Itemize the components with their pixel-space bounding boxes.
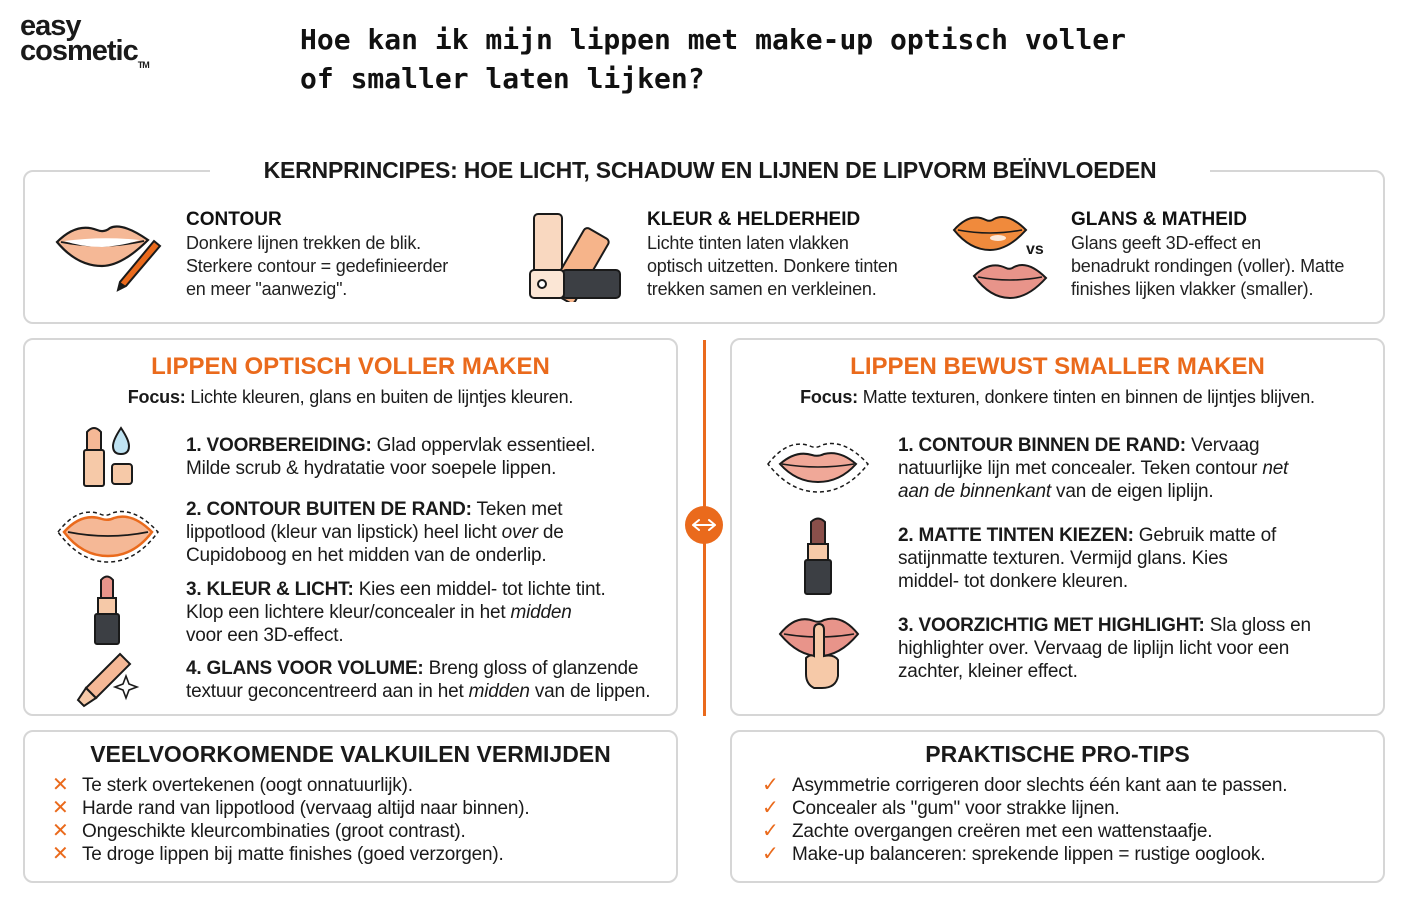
fuller-step-4: 4. GLANS VOOR VOLUME: Breng gloss of glanzende textuur geconcentreerd aan in het midden van de lippen. xyxy=(186,658,651,702)
kernprincipe-glans xyxy=(1071,208,1344,301)
checkmark-icon: ✓ xyxy=(762,820,779,842)
smaller-step-1: 1. CONTOUR BINNEN DE RAND: Vervaag natuurlijke lijn met concealer. Teken contour net aan de binnenkant van de eigen liplijn. xyxy=(898,435,1289,502)
page-title: Hoe kan ik mijn lippen met make-up optisch voller of smaller laten lijken? xyxy=(300,23,1127,95)
lips-inner-line-icon xyxy=(766,436,870,494)
lips-overline-icon xyxy=(56,500,160,564)
smaller-step-3: 3. VOORZICHTIG MET HIGHLIGHT: Sla gloss en highlighter over. Vervaag de liplijn licht voor een zachter, kleiner effect. xyxy=(898,615,1311,682)
gloss-vs-matte-lips-icon xyxy=(950,210,1054,302)
kernprincipe-kleur xyxy=(647,208,898,301)
checkmark-icon: ✓ xyxy=(762,797,779,819)
tip-item: ✓ Asymmetrie corrigeren door slechts één kant aan te passen. xyxy=(762,774,1288,796)
checkmark-icon: ✓ xyxy=(762,843,779,865)
tip-item: ✓ Concealer als "gum" voor strakke lijnen. xyxy=(762,797,1120,819)
smaller-lips-title: LIPPEN BEWUST SMALLER MAKEN xyxy=(850,353,1265,380)
fuller-step-1: 1. VOORBEREIDING: Glad oppervlak essentieel. Milde scrub & hydratatie voor soepele lippen. xyxy=(186,435,596,479)
dark-lipstick-icon xyxy=(802,516,834,598)
contour-line-3: en meer "aanwezig". xyxy=(186,279,348,299)
checkmark-icon: ✓ xyxy=(762,774,779,796)
kleur-line-3: trekken samen en verkleinen. xyxy=(647,279,877,299)
fuller-step-2: 2. CONTOUR BUITEN DE RAND: Teken met lippotlood (kleur van lipstick) heel licht over de Cupidoboog en het midden van de onderlip. xyxy=(186,499,564,566)
logo-line-1: easy xyxy=(20,10,81,42)
fuller-step-3: 3. KLEUR & LICHT: Kies een middel- tot lichte tint. Klop een lichtere kleur/concealer in het midden voor een 3D-effect. xyxy=(186,579,606,646)
lips-finger-icon xyxy=(778,610,860,690)
lipstick-icon xyxy=(92,574,122,646)
fuller-focus: Focus: Lichte kleuren, glans en buiten de lijntjes kleuren. xyxy=(127,387,574,407)
glans-line-3: finishes lijken vlakker (smaller). xyxy=(1071,279,1314,299)
logo-line-2: cosmetic xyxy=(20,35,138,67)
pitfall-item: ✕ Harde rand van lippotlood (vervaag altijd naar binnen). xyxy=(52,797,530,819)
pro-tips-title: PRAKTISCHE PRO-TIPS xyxy=(925,741,1190,767)
pitfalls-title: VEELVOORKOMENDE VALKUILEN VERMIJDEN xyxy=(90,741,611,767)
easycosmetic-logo xyxy=(20,10,190,74)
fuller-lips-title: LIPPEN OPTISCH VOLLER MAKEN xyxy=(151,353,550,380)
kleur-line-1: Lichte tinten laten vlakken xyxy=(647,233,849,253)
cross-icon: ✕ xyxy=(52,774,69,796)
lipstick-droplet-icon xyxy=(80,424,136,490)
pitfall-item: ✕ Te droge lippen bij matte finishes (goed verzorgen). xyxy=(52,843,504,865)
logo-trademark: TM xyxy=(137,60,149,70)
smaller-focus: Focus: Matte texturen, donkere tinten en binnen de lijntjes blijven. xyxy=(800,387,1315,407)
contour-line-2: Sterkere contour = gedefinieerder xyxy=(186,256,449,276)
contour-title: CONTOUR xyxy=(186,209,282,230)
tip-item: ✓ Make-up balanceren: sprekende lippen = rustige ooglook. xyxy=(762,843,1266,865)
kernprincipes-heading: KERNPRINCIPES: HOE LICHT, SCHADUW EN LIJNEN DE LIPVORM BEÏNVLOEDEN xyxy=(210,156,1210,184)
lipgloss-sparkle-icon xyxy=(76,648,140,708)
glans-line-2: benadrukt rondingen (voller). Matte xyxy=(1071,256,1345,276)
color-swatch-icon xyxy=(526,210,624,302)
vs-label: vs xyxy=(1026,241,1044,258)
cross-icon: ✕ xyxy=(52,843,69,865)
smaller-step-2: 2. MATTE TINTEN KIEZEN: Gebruik matte of satijnmatte texturen. Vermijd glans. Kies middel- tot donkere kleuren. xyxy=(898,525,1277,592)
pitfall-item: ✕ Te sterk overtekenen (oogt onnatuurlijk). xyxy=(52,774,413,796)
cross-icon: ✕ xyxy=(52,797,69,819)
glans-line-1: Glans geeft 3D-effect en xyxy=(1071,233,1261,253)
tip-item: ✓ Zachte overgangen creëren met een wattenstaafje. xyxy=(762,820,1213,842)
cross-icon: ✕ xyxy=(52,820,69,842)
kernprincipe-contour xyxy=(186,208,448,301)
pitfall-item: ✕ Ongeschikte kleurcombinaties (groot contrast). xyxy=(52,820,466,842)
kleur-title: KLEUR & HELDERHEID xyxy=(647,209,861,230)
glans-title: GLANS & MATHEID xyxy=(1071,209,1247,230)
pro-tips-list xyxy=(762,774,1287,866)
lips-pencil-icon xyxy=(52,214,167,296)
contour-line-1: Donkere lijnen trekken de blik. xyxy=(186,233,421,253)
pitfalls-list xyxy=(52,774,529,866)
swap-arrows-icon xyxy=(685,506,723,544)
kleur-line-2: optisch uitzetten. Donkere tinten xyxy=(647,256,898,276)
